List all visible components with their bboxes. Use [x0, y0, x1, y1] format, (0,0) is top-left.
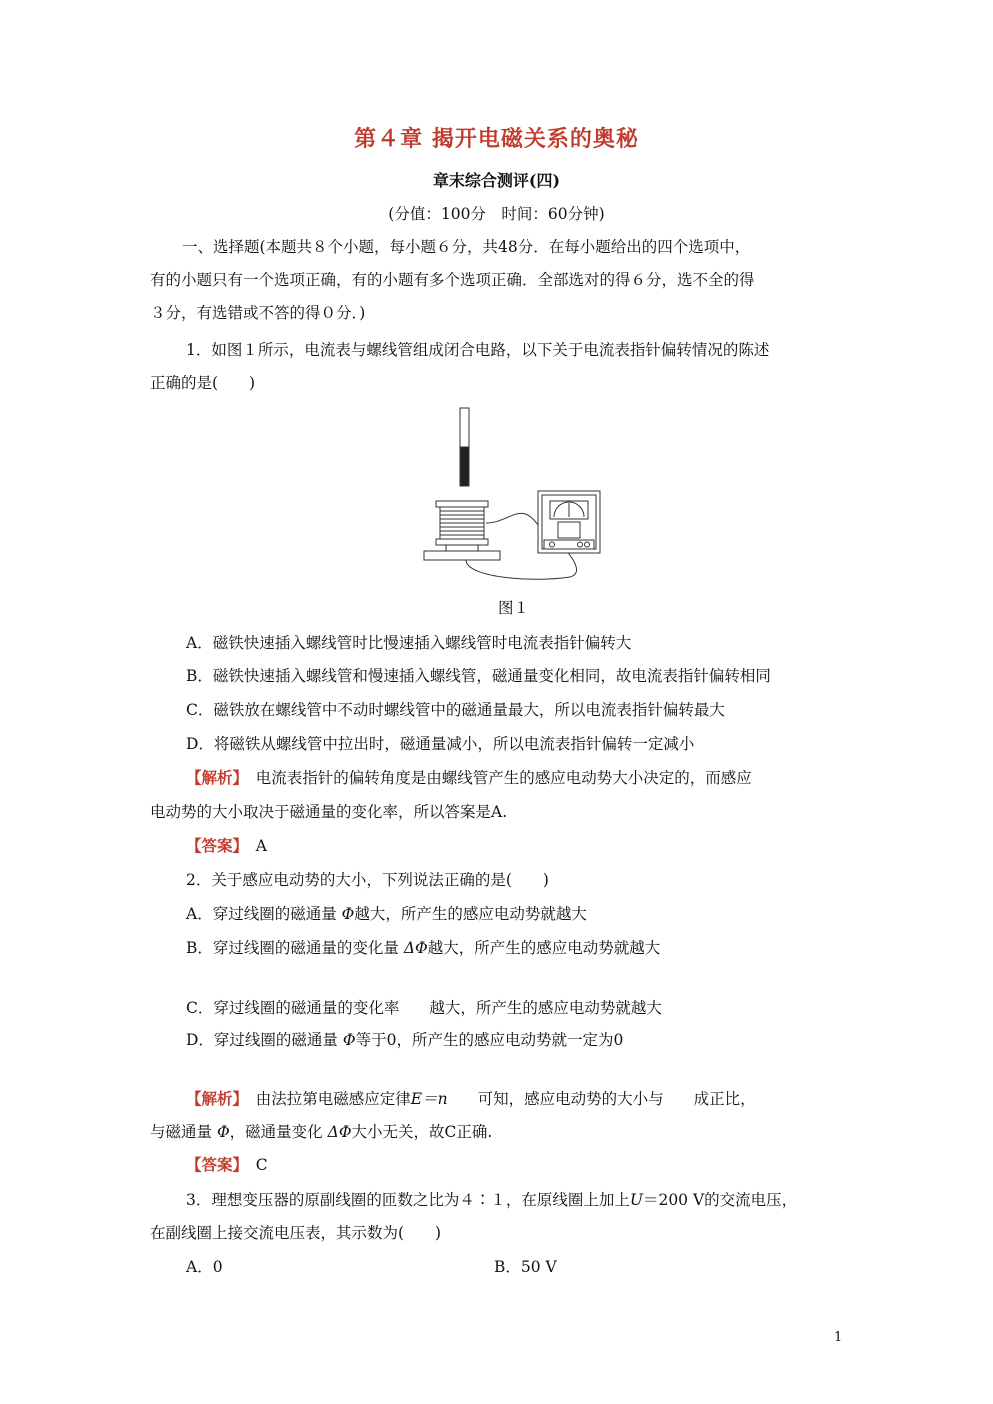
q1-option-a: A．磁铁快速插入螺线管时比慢速插入螺线管时电流表指针偏转大 — [186, 634, 632, 652]
q2-analysis-line-1 — [186, 1089, 756, 1109]
q1-analysis-line-2: 电动势的大小取决于磁通量的变化率，所以答案是A. — [150, 803, 508, 821]
intro-line-3: ３分，有选错或不答的得０分．) — [150, 304, 366, 322]
q2-option-c-pre: C．穿过线圈的磁通量的变化率 — [186, 999, 400, 1017]
q2-option-b-pre: B．穿过线圈的磁通量的变化量 — [186, 939, 399, 957]
q2-option-a-post: 越大，所产生的感应电动势就越大 — [354, 905, 587, 923]
q2-option-d-symbol: Φ — [342, 1031, 356, 1049]
q2-option-a-symbol: Φ — [341, 905, 355, 923]
q3-option-b: B．50 V — [494, 1258, 557, 1276]
q2-option-d-post: 等于0，所产生的感应电动势就一定为0 — [355, 1031, 624, 1049]
q2-answer — [186, 1155, 268, 1175]
q1-answer-value: A — [255, 837, 267, 855]
q1-option-c: C．磁铁放在螺线管中不动时螺线管中的磁通量最大，所以电流表指针偏转最大 — [186, 701, 725, 719]
q2-analysis2-symbol: Φ — [216, 1123, 230, 1141]
q2-option-c-post: 越大，所产生的感应电动势就越大 — [429, 999, 662, 1017]
q2-answer-tag: 【答案】 — [186, 1155, 241, 1174]
q2-analysis2-mid: ，磁通量变化 — [229, 1123, 323, 1141]
q2-analysis-pre: 由法拉第电磁感应定律 — [255, 1090, 411, 1108]
page-number: 1 — [834, 1330, 843, 1345]
q3-stem-post: ＝200 V的交流电压， — [642, 1191, 798, 1209]
q2-option-b-symbol: ΔΦ — [403, 939, 428, 957]
galvanometer — [538, 491, 600, 553]
q1-stem-line-1: 1．如图１所示，电流表与螺线管组成闭合电路，以下关于电流表指针偏转情况的陈述 — [186, 341, 770, 359]
q2-option-b-post: 越大，所产生的感应电动势就越大 — [427, 939, 661, 957]
q3-stem-line-2: 在副线圈上接交流电压表，其示数为( ) — [150, 1224, 442, 1242]
score-time-info: (分值：100分 时间：60分钟) — [388, 205, 605, 223]
intro-line-1: 一、选择题(本题共８个小题，每小题６分，共48分．在每小题给出的四个选项中， — [182, 238, 751, 256]
q2-option-a — [186, 904, 587, 924]
solenoid-coil — [424, 501, 500, 560]
q2-analysis2-pre: 与磁通量 — [150, 1123, 213, 1141]
q2-analysis-post: 成正比， — [693, 1090, 756, 1108]
q2-stem: 2．关于感应电动势的大小，下列说法正确的是( ) — [186, 871, 549, 889]
q2-option-d — [186, 1030, 623, 1050]
q1-option-d: D．将磁铁从螺线管中拉出时，磁通量减小，所以电流表指针偏转一定减小 — [186, 735, 695, 753]
q1-analysis-text-1: 电流表指针的偏转角度是由螺线管产生的感应电动势大小决定的，而感应 — [255, 769, 752, 787]
q3-stem-line-1 — [186, 1190, 797, 1210]
q2-option-b — [186, 938, 660, 958]
q2-option-c — [186, 998, 662, 1018]
bar-magnet — [460, 408, 469, 486]
q1-option-b: B．磁铁快速插入螺线管和慢速插入螺线管，磁通量变化相同，故电流表指针偏转相同 — [186, 667, 771, 685]
q2-analysis-tag: 【解析】 — [186, 1089, 241, 1108]
q2-analysis-line-2 — [150, 1122, 492, 1142]
q2-analysis2-post: 大小无关，故C正确. — [351, 1123, 493, 1141]
page-title: 第４章 揭开电磁关系的奥秘 — [354, 126, 639, 152]
q1-analysis-tag: 【解析】 — [186, 768, 241, 787]
q2-analysis-formula: E＝n — [410, 1090, 448, 1108]
q1-stem-line-2: 正确的是( ) — [150, 374, 256, 392]
q1-answer-tag: 【答案】 — [186, 836, 241, 855]
intro-line-2: 有的小题只有一个选项正确，有的小题有多个选项正确．全部选对的得６分，选不全的得 — [150, 271, 755, 289]
q2-option-d-pre: D．穿过线圈的磁通量 — [186, 1031, 338, 1049]
solenoid-galvanometer-figure — [420, 405, 620, 585]
q1-answer — [186, 836, 267, 856]
q2-analysis-mid: 可知，感应电动势的大小与 — [477, 1090, 664, 1108]
page-subtitle: 章末综合测评(四) — [432, 171, 561, 190]
q2-option-a-pre: A．穿过线圈的磁通量 — [186, 905, 337, 923]
q2-analysis2-symbol-2: ΔΦ — [327, 1123, 352, 1141]
q3-option-a: A．0 — [186, 1258, 223, 1276]
q3-stem-symbol: U — [629, 1191, 643, 1209]
q1-analysis-line-1 — [186, 768, 752, 788]
q3-stem-pre: 3．理想变压器的原副线圈的匝数之比为４∶１，在原线圈上加上 — [186, 1191, 630, 1209]
figure-1-caption: 图１ — [498, 599, 530, 617]
q2-answer-value: C — [255, 1156, 268, 1174]
